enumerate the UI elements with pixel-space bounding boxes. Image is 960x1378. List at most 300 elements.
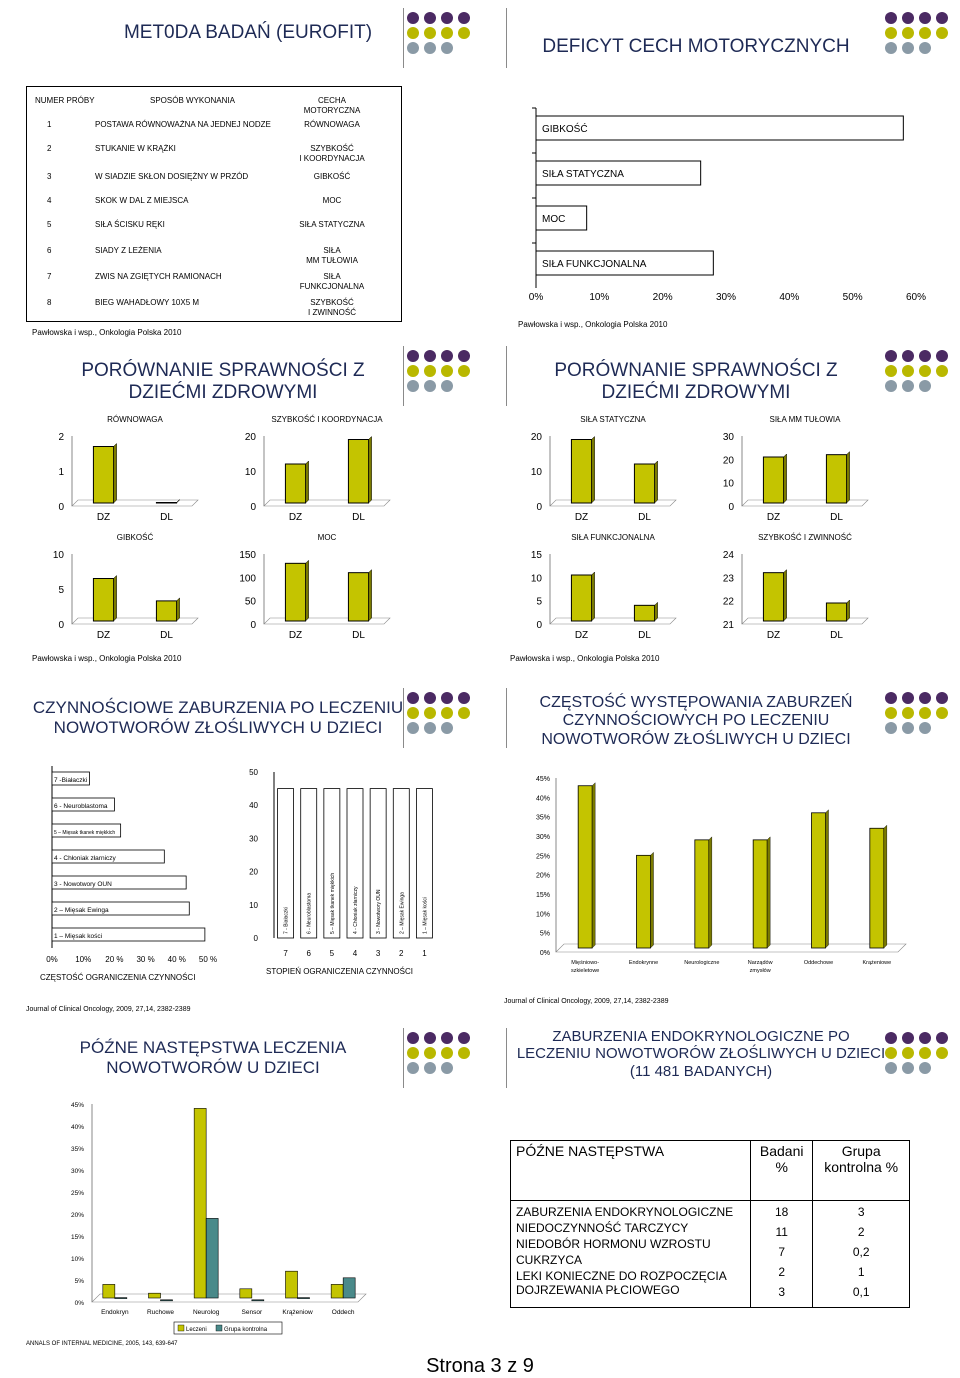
category-label: 7 (283, 949, 288, 958)
dot-decoration (885, 12, 897, 24)
chart-title: SIŁA MM TUŁOWIA (769, 415, 841, 424)
citation: Pawłowska i wsp., Onkologia Polska 2010 (32, 654, 182, 663)
category-label: DL (352, 512, 365, 523)
bar (348, 573, 368, 621)
late-effects-chart (18, 1096, 418, 1336)
category-label: Narządów (747, 960, 773, 966)
table-cell: POSTAWA RÓWNOWAŻNA NA JEDNEJ NODZE (95, 120, 271, 129)
chart-floor (92, 1294, 366, 1302)
dot-decoration (441, 1062, 453, 1074)
category-label: Neurolog (192, 1309, 220, 1316)
dot-decoration (885, 350, 897, 362)
dot-decoration (424, 1032, 436, 1044)
table-cell: SZYBKOŚĆ (310, 298, 354, 307)
table-cell: SIADY Z LEŻENIA (95, 246, 162, 255)
dots-decoration (407, 12, 472, 54)
tick-label: 50 (249, 768, 258, 777)
table-cell-line: 0,1 (852, 1285, 870, 1299)
dot-decoration (407, 350, 419, 362)
slide-functional-disorders (18, 688, 478, 1020)
legend-label: Grupa kontrolna (224, 1327, 268, 1333)
chart-title: SZYBKOŚĆ I ZWINNOŚĆ (758, 533, 852, 542)
dot-decoration (936, 350, 948, 362)
bar (206, 1218, 218, 1298)
dot-decoration (936, 1062, 948, 1074)
citation: ANNALS OF INTERNAL MEDICINE, 2005, 143, 639-647 (26, 1341, 178, 1347)
tick-label: 40% (535, 795, 550, 803)
tick-label: 22 (722, 596, 734, 608)
dot-decoration (407, 692, 419, 704)
dot-decoration (902, 707, 914, 719)
dot-decoration (458, 365, 470, 377)
bar-label: MOC (542, 214, 566, 225)
dot-decoration (936, 380, 948, 392)
table-cell (813, 1201, 910, 1308)
table-cell: 3 (47, 172, 52, 181)
category-label: 3 (375, 949, 381, 958)
bar (578, 786, 592, 948)
bar-side (306, 560, 309, 621)
dots-decoration (885, 12, 950, 54)
category-label: 1 (422, 949, 427, 958)
dot-decoration (902, 692, 914, 704)
divider (403, 8, 404, 68)
tick-label: 30% (715, 292, 737, 303)
tick-label: 20 (244, 432, 256, 443)
dot-decoration (441, 1032, 453, 1044)
bar (634, 464, 654, 503)
dot-decoration (458, 350, 470, 362)
table-cell-line: 3 (778, 1285, 786, 1299)
dot-decoration (885, 722, 897, 734)
table-cell: 4 (47, 196, 52, 205)
bar (240, 1289, 252, 1298)
chart-floor (556, 944, 906, 952)
tick-label: 60% (905, 292, 927, 303)
chart-floor (742, 618, 868, 624)
bar-side (784, 454, 787, 503)
table-cell-line: ZABURZENIA ENDOKRYNOLOGICZNE (516, 1205, 734, 1219)
dot-decoration (407, 707, 419, 719)
table-cell: BIEG WAHADŁOWY 10X5 M (95, 298, 200, 307)
tick-label: 20 (722, 455, 734, 467)
category-label: DL (352, 630, 365, 641)
bar-side (592, 783, 595, 948)
tick-label: 5% (74, 1278, 84, 1285)
tick-label: 2 (58, 432, 64, 443)
dot-decoration (885, 1047, 897, 1059)
category-label: DL (160, 630, 173, 641)
dot-decoration (885, 707, 897, 719)
category-label: Oddech (331, 1309, 355, 1316)
bar (348, 440, 368, 504)
dot-decoration (936, 1032, 948, 1044)
dot-decoration (902, 12, 914, 24)
tick-label: 30 (722, 432, 734, 443)
dot-decoration (424, 42, 436, 54)
category-label: Endokryn (101, 1309, 129, 1316)
bar (870, 828, 884, 948)
tick-label: 23 (722, 573, 734, 585)
table-cell-line: 3 (857, 1205, 865, 1219)
bar (115, 1298, 127, 1299)
bar (571, 575, 591, 621)
dot-decoration (441, 27, 453, 39)
tick-label: 10 (52, 550, 64, 561)
dot-decoration (902, 350, 914, 362)
category-label: DL (830, 630, 843, 641)
dots-decoration (407, 692, 472, 734)
tick-label: 50% (842, 292, 863, 303)
dots-decoration (885, 350, 950, 392)
tick-label: 100 (239, 573, 256, 585)
table-cell: MOC (322, 196, 342, 205)
category-label: DZ (288, 630, 303, 641)
slide-comparison-1 (18, 346, 478, 676)
bar (812, 813, 826, 948)
bar-label: 7 - Białaczki (283, 907, 290, 934)
tick-label: 10 (249, 900, 258, 910)
dot-decoration (407, 722, 419, 734)
category-label: Neurologiczne (684, 960, 720, 966)
bar (298, 1298, 310, 1299)
tick-label: 0 (58, 502, 64, 513)
dot-decoration (424, 707, 436, 719)
citation: Pawłowska i wsp., Onkologia Polska 2010 (518, 320, 668, 329)
dot-decoration (902, 365, 914, 377)
chart-title: RÓWNOWAGA (107, 415, 163, 424)
category-label: Oddechowe (803, 960, 834, 966)
table-cell (511, 1201, 751, 1308)
bar-label: 7 -Białaczki (54, 777, 88, 784)
category-label: 4 (352, 949, 358, 958)
dot-decoration (458, 1047, 470, 1059)
chart-floor (72, 618, 198, 624)
table-header: CECHA (317, 96, 347, 105)
citation: Pawłowska i wsp., Onkologia Polska 2010 (32, 328, 182, 337)
table-cell: 2 (47, 144, 52, 153)
dot-decoration (424, 692, 436, 704)
dot-decoration (407, 1047, 419, 1059)
legend-swatch (216, 1325, 222, 1331)
dot-decoration (458, 42, 470, 54)
tick-label: 20 % (105, 955, 124, 964)
tick-label: 10% (535, 911, 550, 919)
citation: Journal of Clinical Oncology, 2009, 27,14, 2382-2389 (26, 1006, 191, 1013)
dot-decoration (441, 42, 453, 54)
category-label: DL (638, 630, 651, 641)
dot-decoration (885, 1062, 897, 1074)
tick-label: 0 (253, 934, 258, 943)
bar-label: 1 – Mięsak kości (422, 897, 429, 934)
table-cell: SIŁA (323, 272, 341, 281)
tick-label: 5% (539, 930, 550, 938)
tick-label: 40% (70, 1124, 84, 1131)
dot-decoration (458, 12, 470, 24)
dot-decoration (919, 1032, 931, 1044)
dot-decoration (885, 1032, 897, 1044)
table-cell: GIBKOŚĆ (313, 172, 351, 181)
bar (285, 563, 305, 621)
table-cell-line: CUKRZYCA (516, 1253, 583, 1267)
bar-label: 3 - Nowotwory OUN (376, 889, 383, 934)
dots-decoration (885, 692, 950, 734)
dot-decoration (424, 12, 436, 24)
table-cell: 7 (47, 272, 52, 281)
deficit-chart (496, 98, 956, 318)
dot-decoration (424, 27, 436, 39)
bar-label: 4 - Chłoniak złarniczy (54, 855, 116, 862)
dot-decoration (441, 1047, 453, 1059)
table-header: Badani % (751, 1141, 813, 1201)
bar (252, 1300, 264, 1301)
table-cell: FUNKCJONALNA (299, 282, 365, 291)
category-label: Sensor (241, 1309, 263, 1316)
category-label: DZ (96, 512, 111, 523)
category-label: DZ (574, 630, 589, 641)
slide-title: PORÓWNANIE SPRAWNOŚCI Z DZIEĆMI ZDROWYMI (81, 360, 365, 403)
chart-title: SIŁA FUNKCJONALNA (571, 533, 655, 542)
dot-decoration (902, 1047, 914, 1059)
table-cell (751, 1201, 813, 1308)
tick-label: 0 (250, 620, 256, 631)
tick-label: 35% (70, 1146, 84, 1153)
dot-decoration (424, 1062, 436, 1074)
table-header: NUMER PRÓBY (35, 96, 95, 105)
tick-label: 10 (722, 478, 734, 490)
dot-decoration (902, 380, 914, 392)
bar-side (592, 437, 595, 504)
tick-label: 0% (74, 1300, 84, 1307)
table-header: MOTORYCZNA (303, 106, 361, 115)
comparison-charts-2 (496, 414, 956, 654)
bar (161, 1300, 173, 1301)
chart-title: GIBKOŚĆ (116, 533, 154, 542)
table-header: Grupa kontrolna % (813, 1141, 910, 1201)
tick-label: 20% (535, 872, 550, 880)
slide-title: ZABURZENIA ENDOKRYNOLOGICZNE PO LECZENIU NOWOTWORÓW ZŁOŚLIWYCH U DZIECI (11 481 BADANYCH) (516, 1028, 886, 1080)
frequency-chart (496, 770, 956, 980)
dot-decoration (441, 707, 453, 719)
bar (93, 447, 113, 504)
dot-decoration (919, 350, 931, 362)
slide-eurofit (18, 8, 478, 338)
bar (93, 579, 113, 622)
dot-decoration (441, 12, 453, 24)
tick-label: 10 (244, 467, 256, 478)
bar (763, 457, 783, 503)
table-header-row (511, 1141, 910, 1201)
bar (753, 840, 767, 948)
bar (634, 605, 654, 621)
dots-decoration (407, 350, 472, 392)
dot-decoration (407, 42, 419, 54)
bar-label: 2 – Mięsak Ewinga (399, 892, 406, 934)
table-cell: 6 (47, 246, 52, 255)
divider (506, 1028, 507, 1088)
dot-decoration (902, 42, 914, 54)
dot-decoration (407, 1032, 419, 1044)
dot-decoration (936, 42, 948, 54)
bar-label: 6 - Neuroblastoma (306, 892, 313, 934)
tick-label: 0 (536, 502, 542, 513)
bar-side (114, 576, 117, 622)
category-label: DL (160, 512, 173, 523)
chart-title: SZYBKOŚĆ I KOORDYNACJA (271, 415, 383, 424)
tick-label: 0% (539, 950, 550, 957)
slide-comparison-2 (496, 346, 956, 676)
table-cell-line: 2 (778, 1265, 786, 1279)
bar (695, 840, 709, 948)
dot-decoration (936, 707, 948, 719)
tick-label: 10 (530, 573, 542, 585)
dot-decoration (407, 380, 419, 392)
bar (156, 503, 176, 504)
dot-decoration (936, 692, 948, 704)
dot-decoration (424, 1047, 436, 1059)
tick-label: 5 (58, 585, 64, 596)
dot-decoration (458, 692, 470, 704)
bar-side (306, 461, 309, 503)
slide-title: PORÓWNANIE SPRAWNOŚCI Z DZIEĆMI ZDROWYMI (554, 360, 838, 403)
axis-label: STOPIEŃ OGRANICZENIA CZYNNOŚCI (266, 967, 413, 976)
chart-floor (264, 618, 390, 624)
bar (536, 116, 903, 140)
dot-decoration (885, 27, 897, 39)
dot-decoration (441, 692, 453, 704)
category-label: Endokrynne (628, 960, 659, 966)
table-cell: I ZWINNOŚĆ (308, 308, 356, 317)
dot-decoration (424, 380, 436, 392)
dot-decoration (458, 1062, 470, 1074)
bar-label: SIŁA FUNKCJONALNA (542, 259, 647, 270)
tick-label: 0% (528, 292, 544, 303)
functional-disorders-charts (18, 762, 478, 1002)
citation: Pawłowska i wsp., Onkologia Polska 2010 (510, 654, 660, 663)
category-label: DZ (96, 630, 111, 641)
table-cell: 8 (47, 298, 52, 307)
bar-side (767, 837, 770, 948)
divider (506, 688, 507, 748)
dot-decoration (919, 1062, 931, 1074)
category-label: Ruchowe (146, 1309, 175, 1316)
legend-label: Leczeni (186, 1327, 207, 1333)
bar-side (655, 602, 658, 621)
dot-decoration (407, 12, 419, 24)
slide-deficit (496, 8, 956, 338)
table-cell: I KOORDYNACJA (299, 154, 365, 163)
dot-decoration (441, 350, 453, 362)
dot-decoration (902, 1062, 914, 1074)
tick-label: 0% (46, 955, 58, 964)
bar-label: 4 - Chłoniak złarniczy (353, 886, 359, 934)
tick-label: 10 (530, 467, 542, 478)
dot-decoration (458, 707, 470, 719)
table-cell: STUKANIE W KRĄŻKI (95, 144, 176, 153)
bar-side (709, 837, 712, 948)
bar-side (784, 570, 787, 621)
tick-label: 25% (70, 1190, 84, 1197)
dot-decoration (919, 365, 931, 377)
tick-label: 20 (249, 867, 258, 877)
bar-side (847, 600, 850, 621)
dot-decoration (919, 12, 931, 24)
tick-label: 15% (70, 1234, 84, 1241)
category-label: Krążeniow (282, 1309, 313, 1316)
table-cell: RÓWNOWAGA (304, 120, 360, 129)
dot-decoration (919, 707, 931, 719)
table-row (511, 1201, 910, 1308)
tick-label: 24 (722, 550, 734, 561)
tick-label: 15 (530, 550, 542, 561)
bar-side (884, 825, 887, 948)
dot-decoration (936, 27, 948, 39)
bar (286, 1271, 298, 1298)
bar (571, 440, 591, 504)
bar (763, 573, 783, 621)
dot-decoration (458, 722, 470, 734)
bar-side (651, 852, 654, 948)
dot-decoration (458, 380, 470, 392)
tick-label: 30% (70, 1168, 84, 1175)
category-label: DZ (766, 630, 781, 641)
tick-label: 1 (58, 467, 64, 478)
tick-label: 20% (652, 292, 673, 303)
category-label: 5 (329, 949, 335, 958)
bar-label: 5 – Mięsak tkanek miękkich (54, 830, 116, 836)
table-cell-line: 7 (778, 1245, 786, 1259)
category-label: DL (638, 512, 651, 523)
bar (343, 1278, 355, 1298)
table-cell-line: 0,2 (852, 1245, 870, 1259)
category-label: Krążeniowe (862, 960, 892, 966)
table-cell-line: 1 (857, 1265, 865, 1279)
dot-decoration (458, 27, 470, 39)
dot-decoration (902, 27, 914, 39)
slide-title: CZĘSTOŚĆ WYSTĘPOWANIA ZABURZEŃ CZYNNOŚCIOWYCH PO LECZENIU NOWOTWORÓW ZŁOŚLIWYCH U DZIECI (539, 694, 853, 748)
bar-label: 2 – Mięsak Ewinga (54, 907, 109, 914)
dot-decoration (936, 722, 948, 734)
tick-label: 15% (535, 892, 550, 899)
tick-label: 45% (535, 776, 550, 783)
comparison-charts-1 (18, 414, 478, 654)
table-cell: MM TUŁOWIA (306, 256, 358, 265)
tick-label: 0 (728, 502, 734, 513)
dots-decoration (885, 1032, 950, 1074)
tick-label: 40 % (167, 955, 186, 964)
dot-decoration (407, 365, 419, 377)
dot-decoration (902, 1032, 914, 1044)
table-cell: 1 (47, 120, 52, 129)
dot-decoration (424, 722, 436, 734)
table-header: SPOSÓB WYKONANIA (150, 96, 235, 105)
tick-label: 10% (75, 955, 92, 964)
slide-late-effects (18, 1028, 478, 1350)
divider (403, 1028, 404, 1088)
dot-decoration (919, 1047, 931, 1059)
dot-decoration (919, 722, 931, 734)
chart-title: MOC (317, 533, 337, 542)
bar-side (369, 570, 372, 621)
legend-swatch (178, 1325, 184, 1331)
chart-floor (264, 500, 390, 506)
table-cell: SIŁA STATYCZNA (299, 220, 365, 229)
tick-label: 30 (249, 834, 258, 844)
dot-decoration (936, 12, 948, 24)
bar (826, 603, 846, 621)
dot-decoration (936, 365, 948, 377)
table-cell-line: 2 (857, 1225, 865, 1239)
